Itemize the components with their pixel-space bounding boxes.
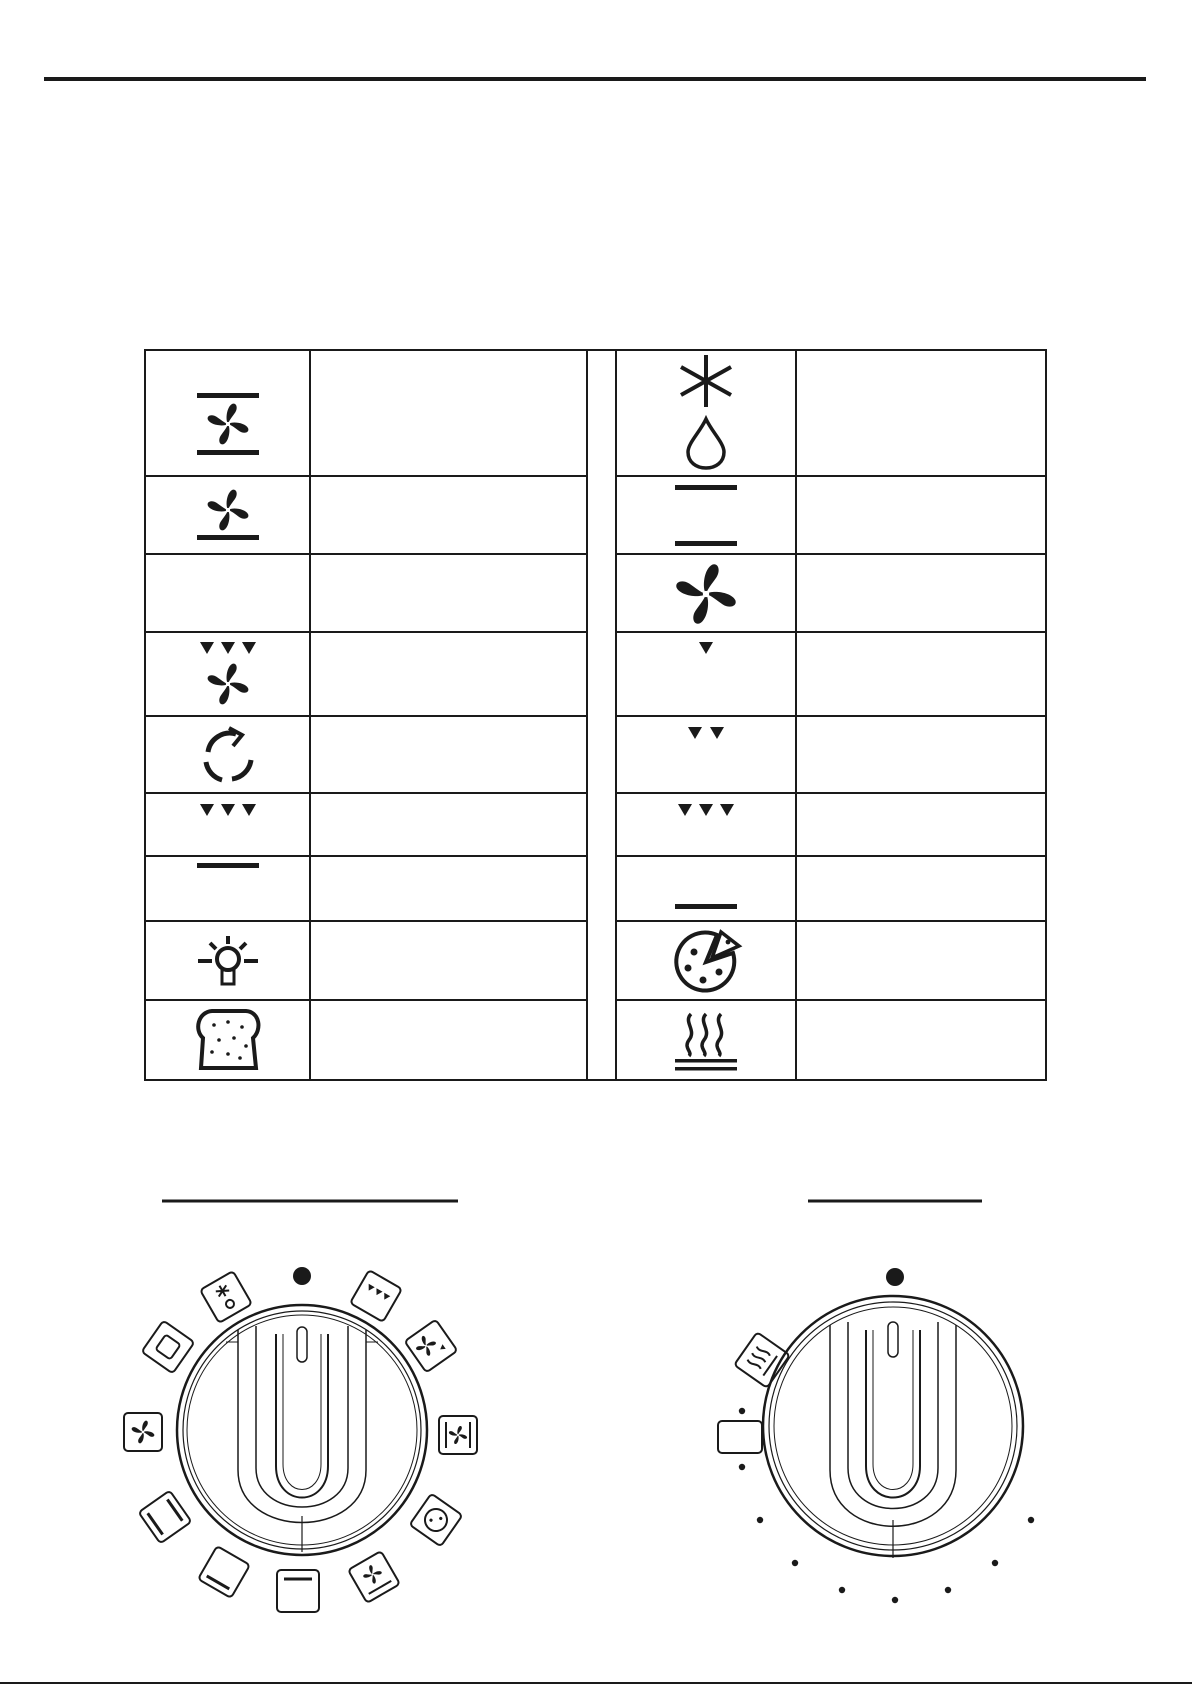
upper-lower-heat-icon [675,485,737,546]
grill-small-icon [350,1270,402,1322]
pizza-icon [676,932,739,991]
full-grill-icon [200,804,256,816]
defrost-icon-knob [200,1271,252,1323]
lower-fan-icon [197,490,259,540]
off-dot [293,1267,311,1285]
pizza-icon-knob [410,1494,463,1547]
grill-fan-icon [200,642,256,704]
upper-heat-icon-knob [277,1570,319,1612]
small-grill-icon [699,642,713,654]
rotisserie-icon [206,728,251,780]
lower-heat-icon [675,904,737,909]
upper-lower-heat-icon-knob [139,1491,192,1544]
lamp-blank-icon [718,1421,762,1453]
function-selector-knob[interactable] [124,1267,477,1612]
upper-lower-fan-icon-knob [439,1416,477,1454]
off-dot [886,1268,904,1286]
lamp-icon [198,936,258,984]
left-row-lines [145,476,587,1000]
fan-icon [676,564,735,623]
right-row-lines [616,476,1046,1000]
upper-lower-fan-icon [197,393,259,455]
thermostat-knob[interactable] [718,1268,1034,1603]
function-table [145,350,1046,1080]
upper-heat-icon [197,863,259,868]
toast-icon [198,1011,258,1068]
grill-fan-icon-knob [405,1320,458,1373]
full-grill-icon-right [678,804,734,816]
temperature-scale-dots [739,1408,1034,1603]
toast-icon-knob [142,1321,195,1374]
defrost-icon [681,355,731,468]
medium-grill-icon [688,727,724,739]
fan-icon-knob [124,1413,162,1451]
lower-heat-icon-knob [198,1546,250,1598]
lower-fan-icon-knob [348,1551,400,1603]
keep-warm-icon [675,1014,737,1071]
